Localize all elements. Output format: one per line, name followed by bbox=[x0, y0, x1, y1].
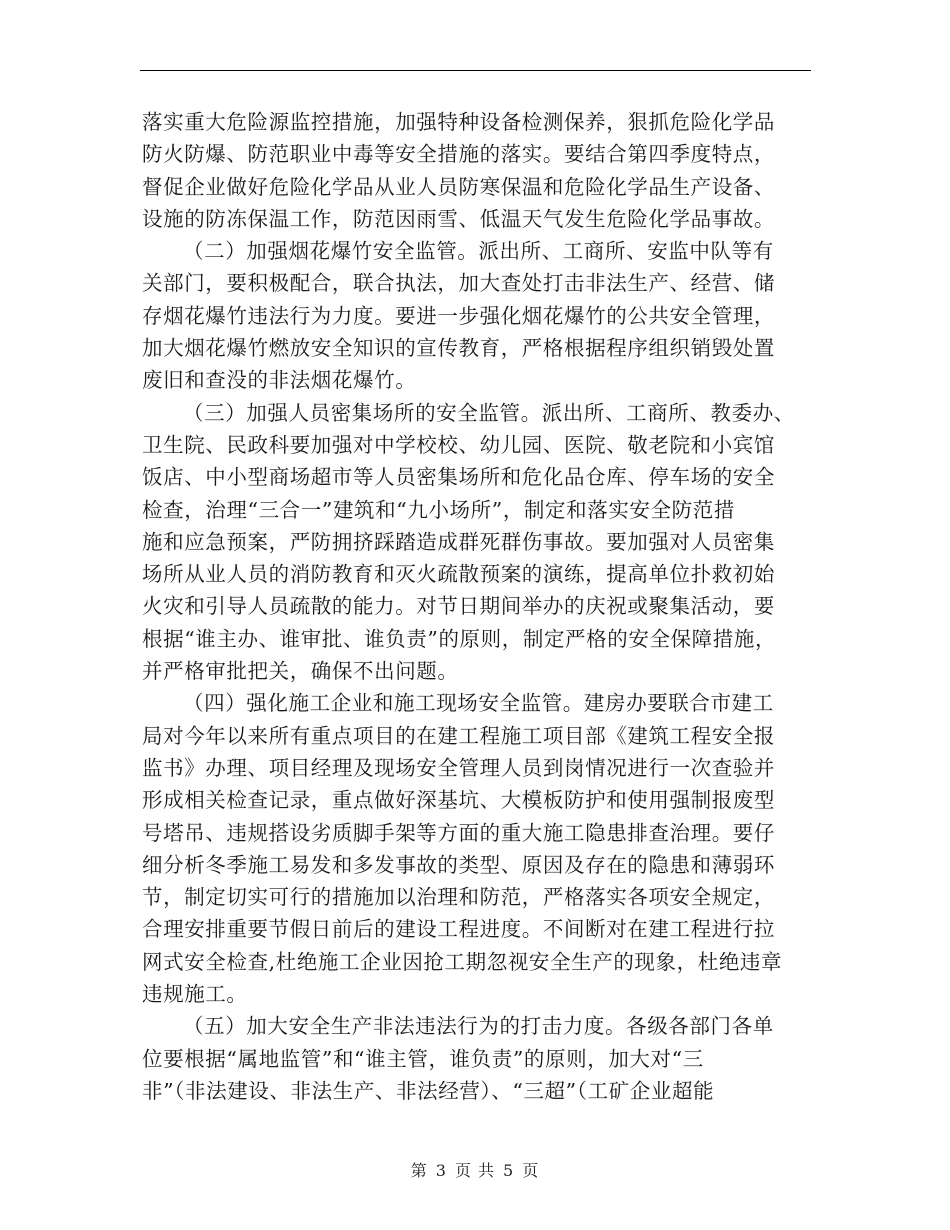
text-line: 检查，治理“三合一”建筑和“九小场所”，制定和落实安全防范措 bbox=[142, 497, 735, 522]
text-line: 网式安全检查,杜绝施工企业因抢工期忽视安全生产的现象，杜绝违章 bbox=[142, 949, 783, 974]
text-line: 防火防爆、防范职业中毒等安全措施的落实。要结合第四季度特点， bbox=[142, 142, 775, 167]
text-line: （四）强化施工企业和施工现场安全监管。建房办要联合市建工 bbox=[183, 691, 774, 716]
text-line: 卫生院、民政科要加强对中学校校、幼儿园、医院、敬老院和小宾馆 bbox=[142, 432, 775, 457]
text-line: 并严格审批把关，确保不出问题。 bbox=[142, 659, 459, 684]
text-line: 局对今年以来所有重点项目的在建工程施工项目部《建筑工程安全报 bbox=[142, 723, 775, 748]
text-line: 违规施工。 bbox=[142, 982, 248, 1007]
footer-total-pages: 5 bbox=[503, 1161, 515, 1180]
text-line: （三）加强人员密集场所的安全监管。派出所、工商所、教委办、 bbox=[183, 400, 795, 425]
text-line: 细分析冬季施工易发和多发事故的类型、原因及存在的隐患和薄弱环 bbox=[142, 852, 775, 877]
text-line: 监书》办理、项目经理及现场安全管理人员到岗情况进行一次查验并 bbox=[142, 755, 775, 780]
text-line: 火灾和引导人员疏散的能力。对节日期间举办的庆祝或聚集活动，要 bbox=[142, 594, 775, 619]
text-line: 关部门，要积极配合，联合执法，加大查处打击非法生产、经营、储 bbox=[142, 271, 775, 296]
footer-middle: 页 共 bbox=[454, 1161, 496, 1180]
text-line: 场所从业人员的消防教育和灭火疏散预案的演练，提高单位扑救初始 bbox=[142, 562, 775, 587]
text-line: 形成相关检查记录，重点做好深基坑、大模板防护和使用强制报废型 bbox=[142, 788, 775, 813]
text-line: 根据“谁主办、谁审批、谁负责”的原则，制定严格的安全保障措施， bbox=[142, 626, 777, 651]
text-line: 号塔吊、违规搭设劣质脚手架等方面的重大施工隐患排查治理。要仔 bbox=[142, 820, 775, 845]
text-line: （二）加强烟花爆竹安全监管。派出所、工商所、安监中队等有 bbox=[183, 239, 774, 264]
text-line: 饭店、中小型商场超市等人员密集场所和危化品仓库、停车场的安全 bbox=[142, 465, 775, 490]
document-body bbox=[142, 106, 810, 1107]
text-line: 位要根据“属地监管”和“谁主管，谁负责”的原则，加大对“三 bbox=[142, 1046, 704, 1071]
footer-current-page: 3 bbox=[435, 1161, 447, 1180]
text-line: 落实重大危险源监控措施，加强特种设备检测保养，狠抓危险化学品 bbox=[142, 110, 775, 134]
footer-prefix: 第 bbox=[410, 1161, 428, 1180]
text-line: （五）加大安全生产非法违法行为的打击力度。各级各部门各单 bbox=[183, 1014, 774, 1039]
text-line: 加大烟花爆竹燃放安全知识的宣传教育，严格根据程序组织销毁处置 bbox=[142, 336, 775, 361]
footer-suffix: 页 bbox=[522, 1161, 540, 1180]
text-line: 合理安排重要节假日前后的建设工程进度。不间断对在建工程进行拉 bbox=[142, 917, 775, 942]
text-line: 废旧和查没的非法烟花爆竹。 bbox=[142, 368, 417, 393]
text-line: 施和应急预案，严防拥挤踩踏造成群死群伤事故。要加强对人员密集 bbox=[142, 529, 775, 554]
header-rule bbox=[140, 70, 811, 71]
text-line: 存烟花爆竹违法行为力度。要进一步强化烟花爆竹的公共安全管理， bbox=[142, 303, 775, 328]
page-footer bbox=[0, 1158, 950, 1181]
text-line: 设施的防冻保温工作，防范因雨雪、低温天气发生危险化学品事故。 bbox=[142, 206, 775, 231]
text-line: 节，制定切实可行的措施加以治理和防范，严格落实各项安全规定， bbox=[142, 885, 775, 910]
text-line: 督促企业做好危险化学品从业人员防寒保温和危险化学品生产设备、 bbox=[142, 174, 775, 199]
text-line: 非”（非法建设、非法生产、非法经营）、“三超”（工矿企业超能 bbox=[142, 1078, 715, 1103]
